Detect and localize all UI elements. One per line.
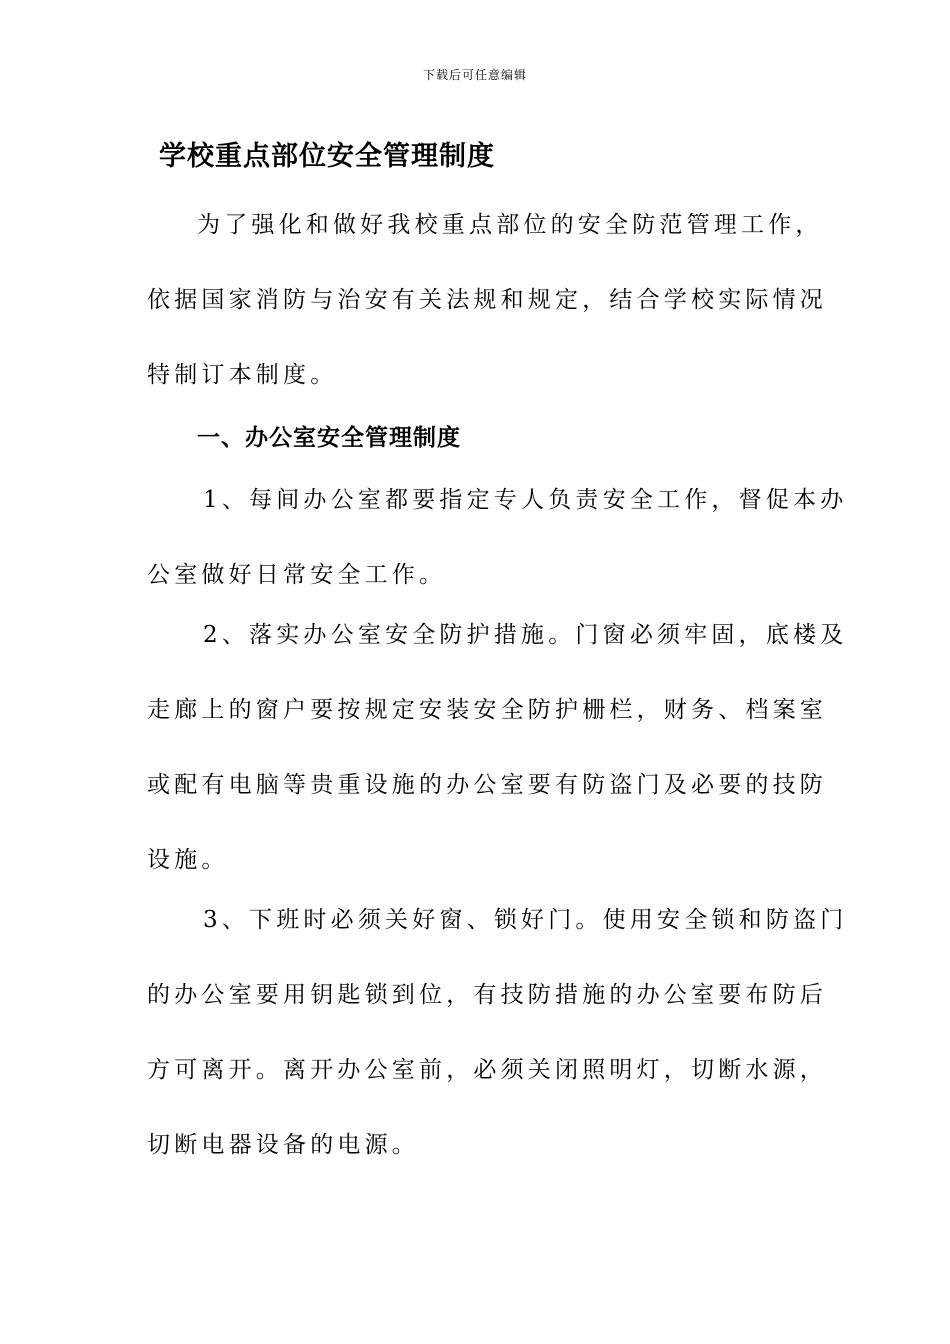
document-title: 学校重点部位安全管理制度 bbox=[159, 141, 495, 172]
item3-line-1: 3、下班时必须关好窗、锁好门。使用安全锁和防盗门 bbox=[203, 907, 848, 933]
item2-line-1: 2、落实办公室安全防护措施。门窗必须牢固，底楼及 bbox=[203, 622, 848, 648]
item2-line-3: 或配有电脑等贵重设施的办公室要有防盗门及必要的技防 bbox=[147, 772, 827, 798]
item2-line-2: 走廊上的窗户要按规定安装安全防护栅栏，财务、档案室 bbox=[147, 697, 827, 723]
item1-line-2: 公室做好日常安全工作。 bbox=[147, 562, 447, 588]
header-note: 下载后可任意编辑 bbox=[422, 68, 527, 82]
intro-line-2: 依据国家消防与治安有关法规和规定，结合学校实际情况 bbox=[147, 287, 827, 313]
item3-line-2: 的办公室要用钥匙锁到位，有技防措施的办公室要布防后 bbox=[147, 982, 827, 1008]
intro-line-3: 特制订本制度。 bbox=[147, 362, 338, 388]
item2-line-4: 设施。 bbox=[147, 847, 229, 873]
item3-line-3: 方可离开。离开办公室前，必须关闭照明灯，切断水源， bbox=[147, 1057, 827, 1083]
item3-line-4: 切断电器设备的电源。 bbox=[147, 1132, 419, 1158]
intro-line-1: 为了强化和做好我校重点部位的安全防范管理工作， bbox=[197, 212, 823, 238]
item1-line-1: 1、每间办公室都要指定专人负责安全工作，督促本办 bbox=[203, 487, 848, 513]
section-heading: 一、办公室安全管理制度 bbox=[197, 425, 461, 451]
